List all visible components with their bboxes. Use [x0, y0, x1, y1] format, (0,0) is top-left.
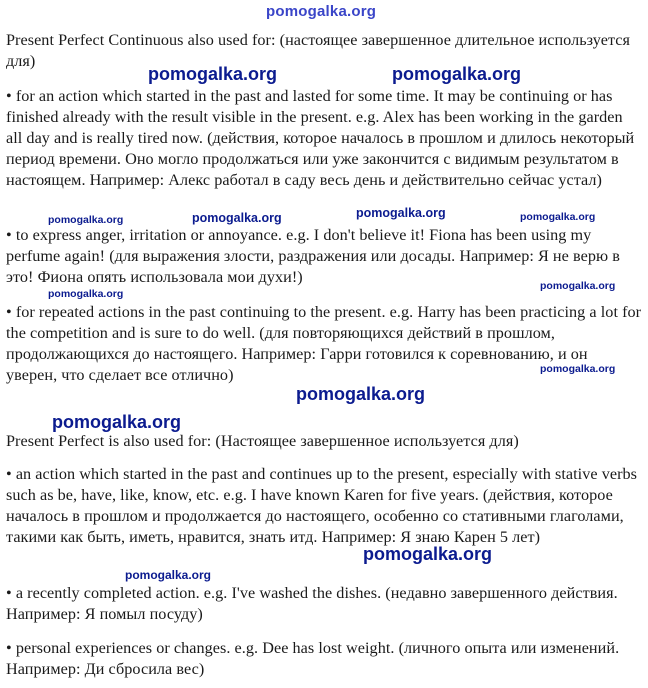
watermark: pomogalka.org	[363, 544, 493, 564]
watermark: pomogalka.org	[540, 363, 616, 375]
watermark: pomogalka.org	[356, 206, 446, 220]
watermark: pomogalka.org	[125, 568, 212, 582]
section2-bullet-3: • personal experiences or changes. e.g. Dee has lost weight. (личного опыта или изменений. Например: Ди сбросила вес)	[6, 639, 620, 678]
watermark: pomogalka.org	[520, 211, 596, 223]
section2-bullet-2: • a recently completed action. e.g. I've washed the dishes. (недавно завершенного действия. Например: Я помыл посуду)	[6, 584, 618, 623]
section2-bullet-1: • an action which started in the past and continues up to the present, especially with stative verbs such as be, have, like, know, etc. e.g. I have known Karen for five years. (действия, которое началось в прошлом и продолжается до настоящего, особенно со стативными глаголами, такими как быть, иметь, нравится, знать итд. Например: Я знаю Карен 5 лет)	[6, 465, 638, 546]
watermark: pomogalka.org	[48, 288, 124, 300]
watermark: pomogalka.org	[192, 211, 282, 225]
section2-heading: Present Perfect is also used for: (Настоящее завершенное используется для)	[6, 432, 519, 450]
watermark: pomogalka.org	[52, 412, 182, 432]
watermark: pomogalka.org	[540, 280, 616, 292]
section1-bullet-3: • for repeated actions in the past continuing to the present. e.g. Harry has been practicing a lot for the competition and is sure to do well. (для повторяющихся действий в прошлом, продолжающихся до настоящего. Например: Гарри готовился к соревнованию, и он уверен, что сделает все отлично)	[6, 303, 642, 384]
section1-bullet-1: • for an action which started in the past and lasted for some time. It may be continuing or has finished already with the result visible in the present. e.g. Alex has been working in the garden all day and is really tired now. (действия, которое началось в прошлом и длилось некоторый период времени. Оно могло продолжаться или уже закончится с видимым результатом в настоящем. Например: Алекс работал в саду весь день и действительно сейчас устал)	[6, 87, 635, 189]
watermark: pomogalka.org	[392, 64, 522, 84]
watermark: pomogalka.org	[48, 214, 124, 226]
watermark-top: pomogalka.org	[266, 3, 377, 20]
section1-heading: Present Perfect Continuous also used for: (настоящее завершенное длительное используется для)	[6, 31, 630, 70]
watermark: pomogalka.org	[148, 64, 278, 84]
watermark: pomogalka.org	[296, 384, 426, 404]
section1-bullet-2: • to express anger, irritation or annoyance. e.g. I don't believe it! Fiona has been using my perfume again! (для выражения злости, раздражения или досады. Например: Я не верю в это! Фиона опять использовала мои духи!)	[6, 226, 620, 286]
